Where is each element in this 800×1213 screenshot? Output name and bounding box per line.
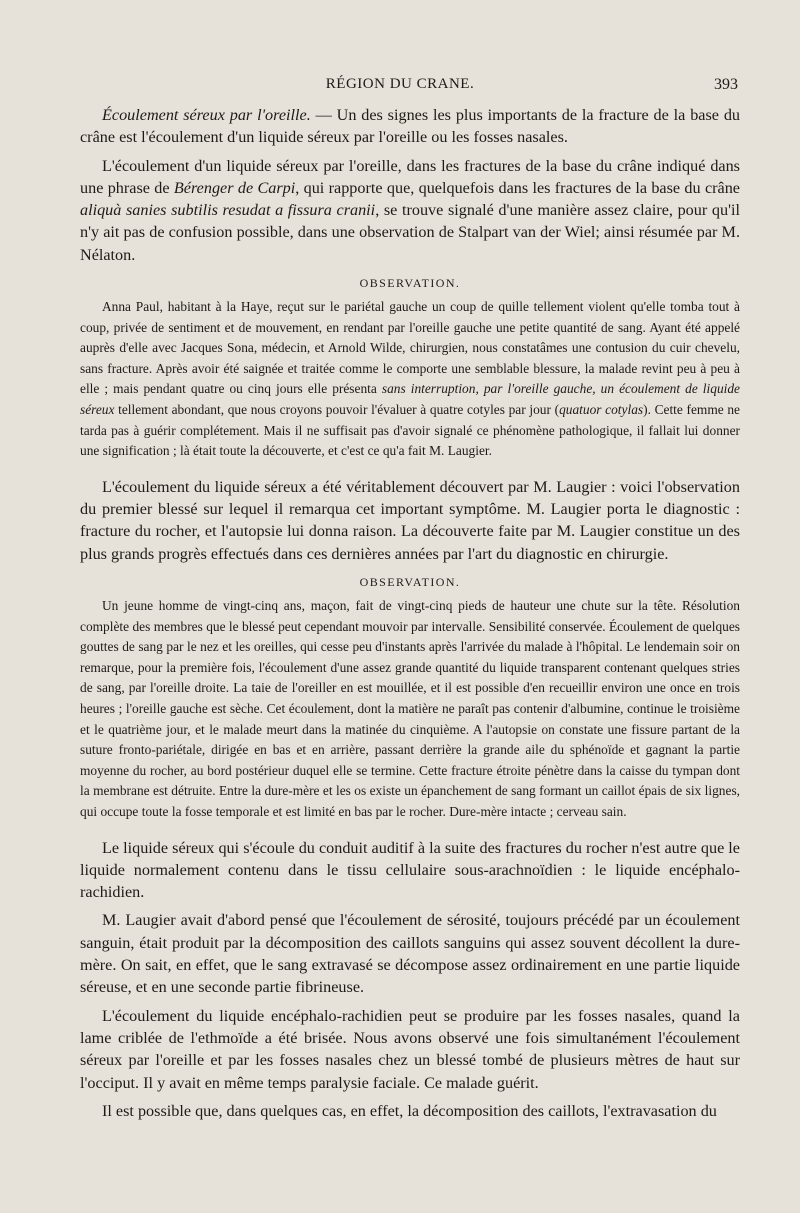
paragraph-nasal-flow: L'écoulement du liquide encéphalo-rachidien peut se produire par les fosses nasales, quand la lame criblée de l'ethmoïde a été brisée. Nous avons observé une fois simultanément l'écoulement séreux par l'oreille et par les fosses nasales chez un blessé tombé de plusieurs mètres de haut sur l'occiput. Il y avait en même temps paralysie faciale. Ce malade guérit. <box>80 1006 740 1092</box>
obs1-italic-2: quatuor cotylas <box>559 402 644 418</box>
paragraph-laugier-discovery: L'écoulement du liquide séreux a été véritablement découvert par M. Laugier : voici l'observation du premier blessé sur lequel il remarqua cet important symptôme. M. Laugier porta le diagnostic : fracture du rocher, et l'autopsie lui donna raison. La découverte faite par M. Laugier constitue un des plus grands progrès effectués dans ces dernières années par l'art du diagnostic en chirurgie. <box>80 477 740 563</box>
paragraph-laugier-hypothesis: M. Laugier avait d'abord pensé que l'écoulement de sérosité, toujours précédé par un écoulement sanguin, était produit par la décomposition des caillots sanguins qui assez souvent décollent la dure-mère. On sait, en effet, que le sang extravasé se décompose assez ordinairement en une partie liquide séreuse, et en une seconde partie fibrineuse. <box>80 911 740 997</box>
page-header <box>0 76 800 100</box>
intro-text: — Un des signes les plus importants de la fracture de la base du crâne est l'écoulement d'un liquide séreux par l'oreille ou les fosses nasales. <box>80 106 741 147</box>
observation-2-text: Un jeune homme de vingt-cinq ans, maçon, fait de vingt-cinq pieds de hauteur une chute sur la tête. Résolution complète des membres que le blessé peut cependant mouvoir par intervalle. Sensibilité conservée. Écoulement de quelques gouttes de sang par le nez et les oreilles, qui cesse peu d'instants après l'arrivée du malade à l'hôpital. Le lendemain soir on remarque, pour la première fois, l'écoulement d'une assez grande quantité du liquide transparent contenant quelques stries de sang, par l'oreille droite. La taie de l'oreiller en est mouillée, et il est possible d'en recueillir environ une once en trois heures ; l'oreille gauche est sèche. Cet écoulement, dont la matière ne paraît pas contenir d'albumine, continue le troisième et le quatrième jour, et le malade meurt dans la matinée du cinquième. A l'autopsie on constate une fissure partant de la suture fronto-pariétale, dirigée en bas et en arrière, passant derrière la grande aile du sphénoïde et gagnant la partie moyenne du rocher, au bord postérieur duquel elle se termine. Cette fracture étroite pénètre dans la caisse du tympan dont la membrane est détruite. Entre la dure-mère et les os existe un épanchement de sang formant un caillot épais de six lignes, qui occupe toute la fosse temporale et est limité en bas par le rocher. Dure-mère intacte ; cerveau sain. <box>80 598 740 819</box>
section-lead: Écoulement séreux par l'oreille. <box>102 106 311 124</box>
page-body <box>80 104 740 1122</box>
obs1-text-b: tellement abondant, que nous croyons pouvoir l'évaluer à quatre cotyles par jour ( <box>114 402 560 418</box>
author-name: Bérenger de Carpi <box>173 178 296 197</box>
berenger-text-a: L'écoulement d'un liquide séreux par l'oreille, dans les fractures de la base du crâne indiqué dans une phrase de <box>80 156 740 197</box>
obs1-text-a: Anna Paul, habitant à la Haye, reçut sur le pariétal gauche un coup de quille tellement violent qu'elle tomba tout à coup, privée de sentiment et de mouvement, en rendant par l'oreille gauche une petite quantité de sang. Ayant été appelé auprès d'elle avec Jacques Sona, médecin, et Arnold Wilde, chirurgien, nous constatâmes une contusion du cuir chevelu, sans fracture. Après avoir été saignée et traitée comme le comporte une semblable blessure, la malade revint peu à peu à elle ; mais pendant quatre ou cinq jours elle présenta <box>80 299 740 397</box>
observation-1-text <box>80 297 740 462</box>
berenger-text-b: , qui rapporte que, quelquefois dans les fractures de la base du crâne <box>295 178 740 197</box>
page-number: 393 <box>714 76 738 93</box>
latin-quote: aliquà sanies subtilis resudat a fissura cranii <box>80 201 376 220</box>
paragraph-intro <box>80 104 740 149</box>
obs1-italic-1: sans interruption, par l'oreille gauche, un écoulement de liquide séreux <box>80 381 740 418</box>
paragraph-cerebrospinal-fluid: Le liquide séreux qui s'écoule du conduit auditif à la suite des fractures du rocher n'est autre que le liquide normalement contenu dans le tissu cellulaire sous-arachnoïdien : le liquide encéphalo-rachidien. <box>80 838 740 902</box>
running-title: RÉGION DU CRANE. <box>325 76 475 92</box>
paragraph-continuation: Il est possible que, dans quelques cas, en effet, la décomposition des caillots, l'extravasation du <box>102 1101 717 1120</box>
observation-heading-2: OBSERVATION. <box>359 575 461 590</box>
paragraph-berenger <box>80 155 740 266</box>
observation-heading-1: OBSERVATION. <box>359 276 461 291</box>
obs1-text-c: ). Cette femme ne tarda pas à guérir complétement. Mais il ne suffisait pas d'avoir signalé ce phénomène pathologique, il fallait lui donner une signification ; là était toute la découverte, et c'est ce qu'a fait M. Laugier. <box>80 402 740 459</box>
berenger-text-c: , se trouve signalé d'une manière assez claire, pour qu'il n'y ait pas de confusion possible, dans une observation de Stalpart van der Wiel; ainsi résumée par M. Nélaton. <box>80 201 740 264</box>
